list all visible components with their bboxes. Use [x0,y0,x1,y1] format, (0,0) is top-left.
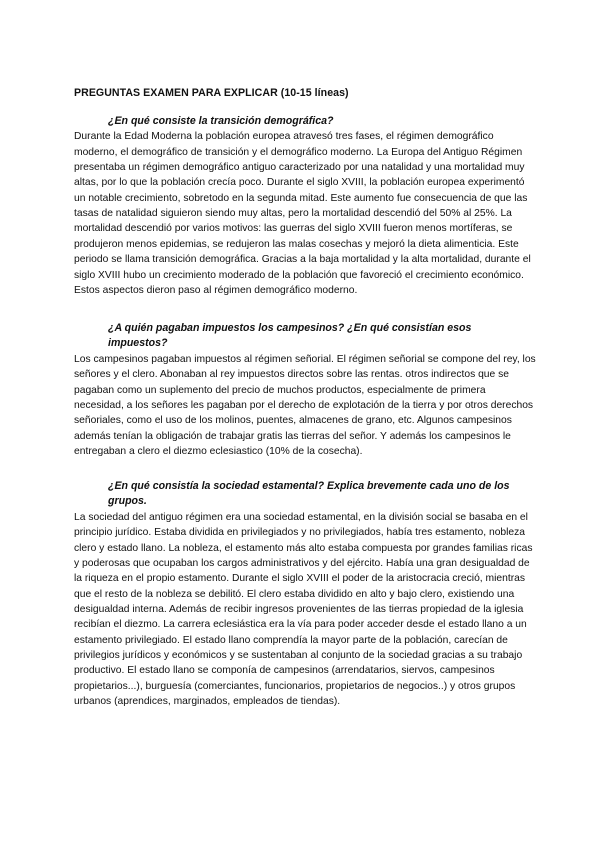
question-heading: ¿A quién pagaban impuestos los campesinos? ¿En qué consistían esos impuestos? [108,322,472,350]
answer-paragraph: Durante la Edad Moderna la población europea atravesó tres fases, el régimen demográfico moderno, el demográfico de transición y el demográfico moderno. La Europa del Antiguo Régimen presentaba un régimen demográfico antiguo caracterizado por una natalidad y una mortalidad muy altas, por lo que la población crecía poco. Durante el siglo XVIII, la población europea experimentó un notable crecimiento, sobretodo en la segunda mitad. Este aumento fue consecuencia de que las tasas de natalidad siguieron siendo muy altas, pero la mortalidad descendió del 50% al 25%. La mortalidad descendió por varios motivos: las guerras del siglo XVIII fueron menos mortíferas, se produjeron menos epidemias, se redujeron las malas cosechas y mejoró la dieta alimenticia. Este periodo se llama transición demográfica. Gracias a la baja mortalidad y la alta mortalidad, durante el siglo XVIII hubo un crecimiento moderado de la población que favoreció el crecimiento económico. Estos aspectos dieron paso al régimen demográfico moderno. [74,131,531,296]
document-title: PREGUNTAS EXAMEN PARA EXPLICAR (10-15 líneas) [74,87,349,99]
answer-paragraph: Los campesinos pagaban impuestos al régimen señorial. El régimen señorial se compone del rey, los señores y el clero. Abonaban al rey impuestos directos sobre las rentas. otros indirectos que se pagaban como un suplemento del precio de muchos productos, especialmente de primera necesidad, a los señores les pagaban por el derecho de explotación de la tierra y por otros derechos señoriales, como el uso de los molinos, puentes, almacenes de grano, etc. Algunos campesinos además tenían la obligación de trabajar gratis las tierras del señor. Y además los campesinos le entregaban a clero el diezmo eclesiastico (10% de la cosecha). [74,353,536,457]
question-section-estate-society [74,479,536,709]
question-heading: ¿En qué consistía la sociedad estamental? Explica brevemente cada uno de los grupos. [108,480,510,508]
question-section-peasant-taxes [74,321,536,459]
answer-paragraph: La sociedad del antiguo régimen era una sociedad estamental, en la división social se basaba en el principio jurídico. Estaba dividida en privilegiados y no privilegiados, había tres estamento, nobleza clero y estado llano. La nobleza, el estamento más alto estaba compuesta por grandes familias ricas y poderosas que ocupaban los cargos administrativos y del ejército. Había una gran desigualdad de la riqueza en el propio estamento. Durante el siglo XVIII el poder de la aristocracia creció, mientras que el resto de la nobleza se debilitó. El clero estaba dividido en alto y bajo clero, existiendo una desigualdad interna. Además de recibir ingresos provenientes de las tierras propiedad de la iglesia recibían el diezmo. La carrera eclesiástica era la vía para poder acceder desde el estado llano a un estamento privilegiado. El estado llano comprendía la mayor parte de la población, carecían de privilegios jurídicos y económicos y se sustentaban al conjunto de la sociedad gracias a su trabajo productivo. El estado llano se componía de campesinos (arrendatarios, siervos, campesinos propietarios...), burguesía (comerciantes, funcionarios, propietarios de negocios..) y otros grupos urbanos (aprendices, marginados, empleados de tiendas). [74,511,533,707]
question-section-demographic-transition [74,114,536,298]
question-heading: ¿En qué consiste la transición demográfica? [108,115,334,127]
